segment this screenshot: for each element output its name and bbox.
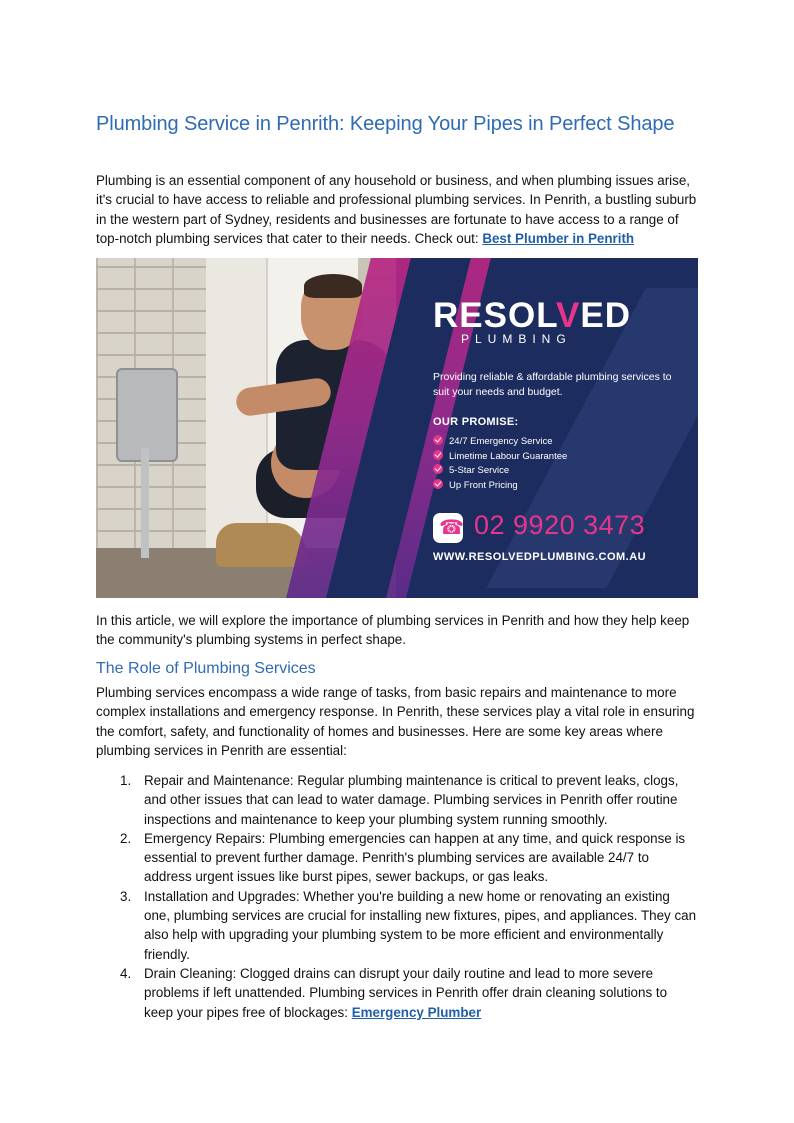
promise-heading: OUR PROMISE: [433, 416, 519, 428]
logo-suffix: ED [580, 296, 631, 335]
list-item [96, 771, 698, 829]
promise-text: Limetime Labour Guarantee [449, 450, 568, 462]
list-item [96, 887, 698, 964]
promise-text: 5-Star Service [449, 465, 510, 476]
intro-paragraph [96, 171, 698, 248]
intro-text: Plumbing is an essential component of any household or business, and when plumbing issues arise, it's crucial to have access to reliable and professional plumbing services. In Penrith, a bustling suburb in the western part of Sydney, residents and businesses are fortunate to have access to a range of top-notch plumbing services that cater to their needs. Check out: [96, 173, 697, 246]
check-circle-icon [433, 464, 443, 474]
emergency-plumber-link[interactable]: Emergency Plumber [351, 1004, 482, 1020]
promise-list [433, 435, 567, 493]
logo-wordmark [433, 298, 653, 334]
phone-number: 02 9920 3473 [474, 510, 646, 540]
best-plumber-link[interactable]: Best Plumber in Penrith [482, 230, 635, 246]
list-number: 1. [120, 773, 132, 788]
list-item [96, 829, 698, 887]
check-circle-icon [433, 435, 443, 445]
section-paragraph: Plumbing services encompass a wide range of tasks, from basic repairs and maintenance to more complex installations and emergency response. In Penrith, these services play a vital role in ensuring the comfort, safety, and functionality of homes and businesses. Here are some key areas where plumbing services in Penrith are essential: [96, 685, 695, 758]
resolved-plumbing-banner [96, 258, 698, 598]
list-text: Repair and Maintenance: Regular plumbing maintenance is critical to prevent leaks, clogs, and other issues that can lead to water damage. Plumbing services in Penrith offer routine inspections and maintenance to keep your plumbing system running smoothly. [144, 773, 679, 827]
phone-icon [433, 513, 463, 543]
check-circle-icon [433, 450, 443, 460]
key-areas-list [96, 771, 698, 1022]
check-circle-icon [433, 479, 443, 489]
list-number: 3. [120, 888, 132, 904]
list-number: 4. [120, 965, 132, 981]
page-title: Plumbing Service in Penrith: Keeping Your Pipes in Perfect Shape [96, 113, 675, 135]
list-number: 2. [120, 830, 132, 846]
hair [304, 274, 362, 298]
gas-pipe [141, 448, 149, 558]
promise-text: 24/7 Emergency Service [449, 436, 553, 447]
promise-item [433, 479, 567, 494]
promise-item [433, 435, 567, 450]
resolved-logo [433, 298, 653, 346]
list-item [96, 964, 698, 1022]
list-text: Emergency Repairs: Plumbing emergencies can happen at any time, and quick response is essential to prevent further damage. Penrith's plumbing services are available 24/7 to address urgent issues like burst pipes, sewer backups, or gas leaks. [144, 830, 686, 885]
logo-check-v: V [555, 296, 581, 335]
promise-item [433, 450, 567, 465]
logo-subtitle: PLUMBING [461, 332, 572, 346]
promise-text: Up Front Pricing [449, 479, 518, 491]
list-text: Drain Cleaning: Clogged drains can disrupt your daily routine and lead to more severe problems if left unattended. Plumbing services in Penrith offer drain cleaning solutions to keep your pipes free of blockages: [144, 965, 668, 1020]
website-url: WWW.RESOLVEDPLUMBING.COM.AU [433, 551, 647, 563]
banner-tagline: Providing reliable & affordable plumbing services to suit your needs and budget. [433, 371, 672, 398]
list-text: Installation and Upgrades: Whether you're building a new home or renovating an existing one, plumbing services are crucial for installing new fixtures, pipes, and appliances. They can also help with upgrading your plumbing system to be more efficient and environmentally friendly. [144, 888, 697, 962]
work-boot [216, 523, 306, 567]
article-intro: In this article, we will explore the importance of plumbing services in Penrith and how they help keep the community's plumbing systems in perfect shape. [96, 613, 690, 648]
section-heading: The Role of Plumbing Services [96, 660, 316, 677]
logo-prefix: RESOL [433, 296, 556, 335]
promise-item [433, 464, 567, 479]
